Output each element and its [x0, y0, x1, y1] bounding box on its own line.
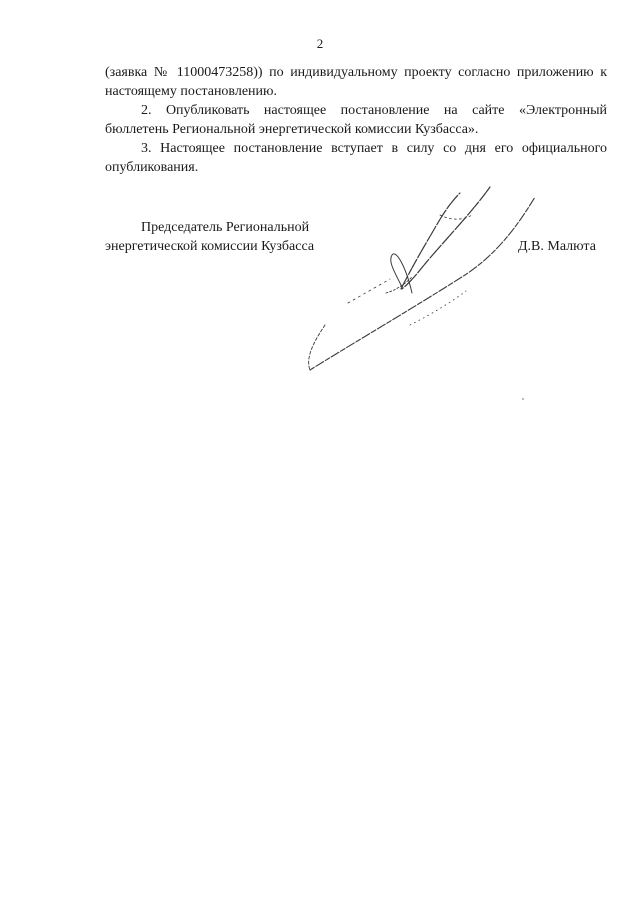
handwritten-signature	[290, 175, 550, 385]
signer-position-line2: энергетической комиссии Кузбасса	[105, 239, 315, 254]
paragraph-continuation: (заявка № 11000473258)) по индивидуальному проекту согласно приложению к настоящему постановлению.	[105, 65, 607, 99]
scan-artifact-dot	[522, 398, 524, 400]
page-number: 2	[316, 36, 324, 51]
signer-position-line1: Председатель Региональной	[141, 220, 310, 235]
document-body	[105, 63, 607, 177]
paragraph-2-publish: 2. Опубликовать настоящее постановление на сайте «Электронный бюллетень Региональной энергетической комиссии Кузбасса».	[105, 103, 607, 137]
paragraph-3-effective-date: 3. Настоящее постановление вступает в силу со дня его официального опубликования.	[105, 141, 607, 175]
signer-name: Д.В. Малюта	[518, 239, 596, 254]
